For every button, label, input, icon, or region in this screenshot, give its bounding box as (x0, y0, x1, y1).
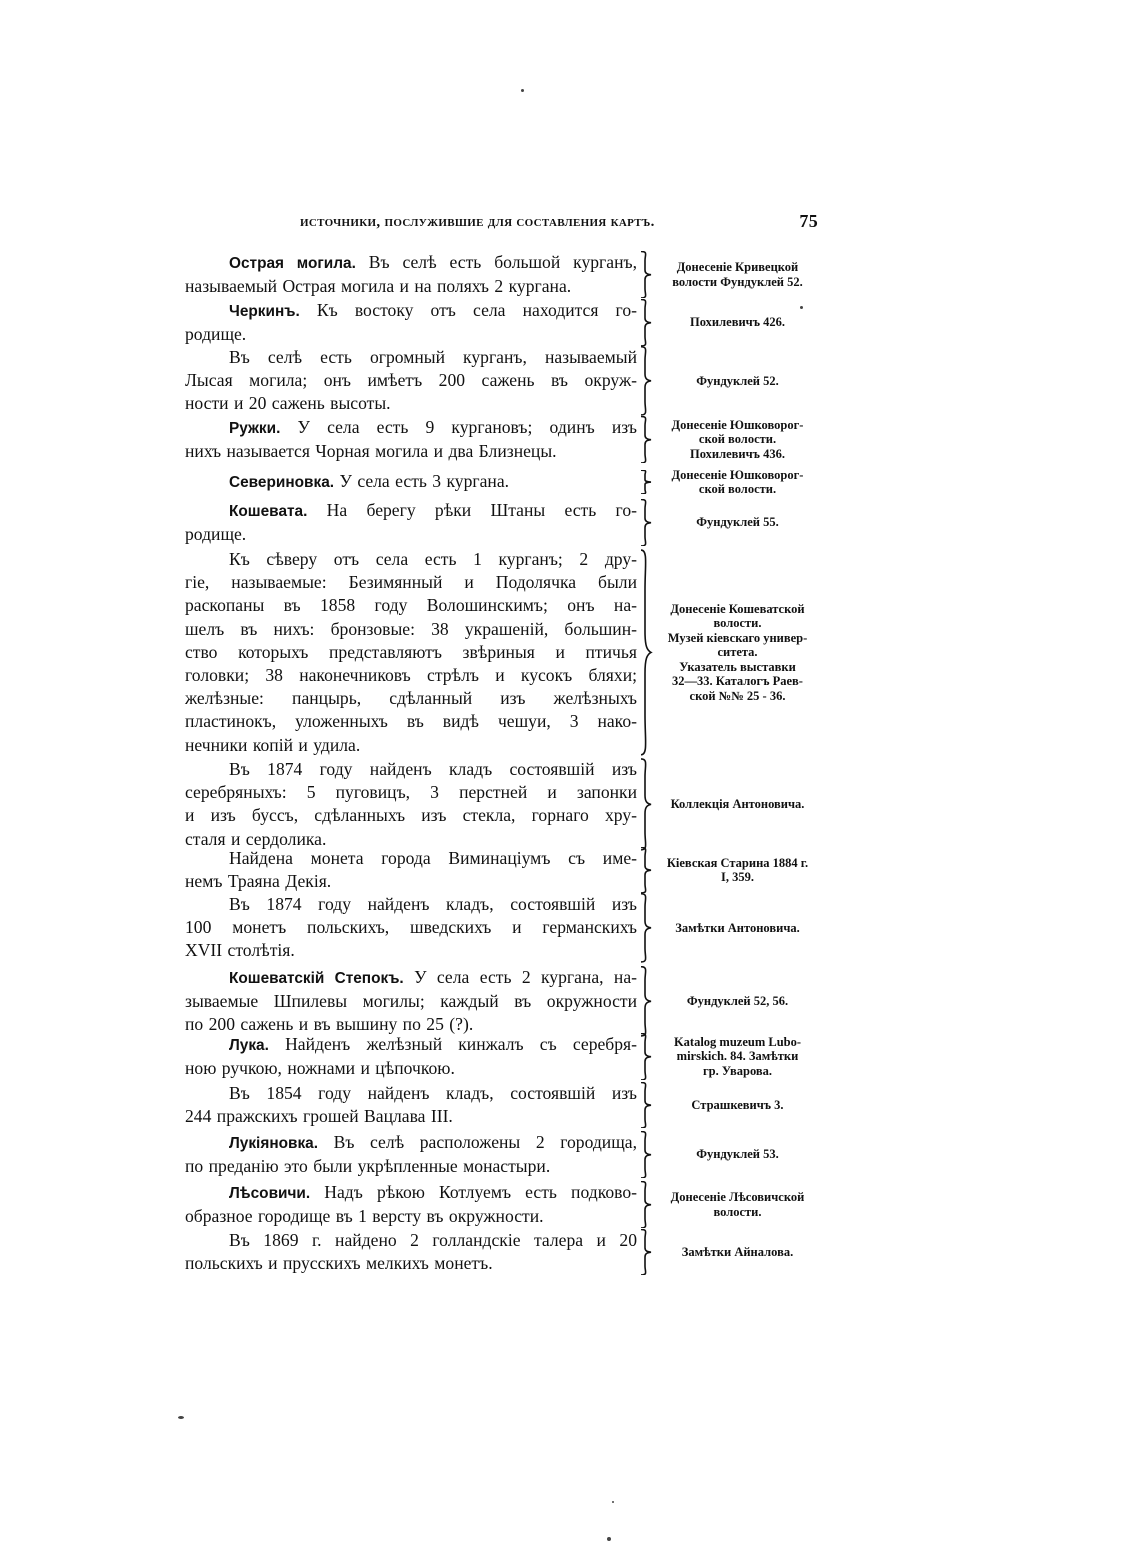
entry (185, 467, 820, 497)
source-reference (655, 1082, 820, 1128)
source-reference (655, 1033, 820, 1080)
source-line: волости Фундуклей 52. (672, 274, 803, 289)
brace-icon (639, 1181, 653, 1228)
text-line: раскопаны въ 1858 году Волошинскимъ; онъ на- (185, 595, 637, 616)
brace-icon (639, 1082, 653, 1128)
text-line: Въ 1869 г. найдено 2 голландскіе талера и 20 (229, 1230, 637, 1250)
brace-icon (639, 1131, 653, 1178)
text-line: образное городище въ 1 версту въ окружности. (185, 1206, 544, 1227)
text-line: головки; 38 наконечниковъ стрѣлъ и кусокъ бляхи; (185, 665, 637, 686)
text-line: Лукіяновка. Въ селѣ расположены 2 городища, (229, 1132, 637, 1152)
text-line: Острая могила. Въ селѣ есть большой курганъ, (229, 252, 637, 272)
source-reference (655, 1131, 820, 1178)
source-reference (655, 893, 820, 963)
brace-icon (639, 847, 653, 893)
source-line: Донесеніе Кривецкой (676, 260, 799, 275)
source-reference (655, 251, 820, 298)
entry (185, 1229, 820, 1275)
place-heading: Кошевата. (229, 503, 308, 520)
text-line: Кошеватскій Степокъ. У села есть 2 кургана, на- (229, 967, 638, 987)
scan-speck (178, 1416, 184, 1419)
text-line: немъ Траяна Декія. (185, 871, 332, 892)
text-line: польскихъ и прусскихъ мелкихъ монетъ. (185, 1253, 493, 1274)
brace-icon (639, 346, 653, 416)
source-line: Коллекція Антоновича. (670, 797, 805, 812)
entry (185, 1082, 820, 1128)
text-line: Въ 1854 году найденъ кладъ, состоявшій изъ (229, 1083, 637, 1103)
source-reference (655, 758, 820, 851)
entry-text (185, 1131, 637, 1178)
text-line: Лука. Найденъ желѣзный кинжалъ съ серебря- (229, 1034, 637, 1054)
entry (185, 346, 820, 416)
entry-text (185, 346, 637, 416)
brace-icon (639, 416, 653, 463)
source-line: Замѣтки Антоновича. (675, 920, 800, 935)
source-line: ской №№ 25 - 36. (689, 688, 786, 703)
text-line: Кошевата. На берегу рѣки Штаны есть го- (229, 500, 637, 520)
brace-icon (639, 470, 653, 494)
place-heading: Лука. (229, 1037, 269, 1054)
source-line: Донесеніе Юшковорог- (671, 417, 804, 432)
source-line: Кіевская Старина 1884 г. (666, 855, 809, 870)
entry-text (185, 1082, 637, 1128)
entry (185, 758, 820, 851)
text-line: родище. (185, 324, 247, 345)
source-line: mirskich. 84. Замѣтки (676, 1049, 799, 1064)
source-reference (655, 499, 820, 546)
entry (185, 893, 820, 963)
source-reference (655, 346, 820, 416)
scan-speck (612, 1501, 614, 1503)
source-reference (655, 1181, 820, 1228)
brace-icon (639, 966, 653, 1037)
place-heading: Севериновка. (229, 474, 335, 491)
place-heading: Лѣсовичи. (229, 1185, 311, 1202)
text-line: зываемые Шпилевы могилы; каждый въ окружности (185, 991, 637, 1012)
source-line: Указатель выставки (679, 659, 796, 674)
entry (185, 251, 820, 298)
source-reference (655, 299, 820, 346)
text-line: XVII столѣтія. (185, 940, 295, 961)
text-line: серебряныхъ: 5 пуговицъ, 3 перстней и запонки (185, 782, 637, 803)
running-header (300, 211, 820, 231)
source-reference (655, 966, 820, 1037)
source-line: Похилевичъ 436. (690, 446, 785, 461)
entry (185, 499, 820, 546)
source-reference (655, 467, 820, 497)
scan-speck (800, 306, 803, 309)
source-line: Фундуклей 55. (696, 515, 779, 530)
brace-icon (639, 251, 653, 298)
entry (185, 1131, 820, 1178)
source-line: Донесеніе Лѣсовичской (670, 1190, 805, 1205)
text-line: гіе, называемые: Безимянный и Подолячка были (185, 572, 637, 593)
entry-text (185, 416, 637, 463)
source-line: Похилевичъ 426. (690, 315, 785, 330)
text-line: Лысая могила; онъ имѣетъ 200 сажень въ окруж- (185, 370, 637, 391)
entry-text (185, 1033, 637, 1080)
entry (185, 966, 820, 1037)
text-line: нихъ называется Чорная могила и два Близнецы. (185, 441, 557, 462)
brace-icon (639, 1229, 653, 1275)
text-line: и изъ буссъ, сдѣланныхъ изъ стекла, горнаго хру- (185, 805, 637, 826)
entry (185, 548, 820, 757)
entry-text (185, 251, 637, 298)
scan-speck (607, 1537, 611, 1541)
brace-icon (639, 299, 653, 346)
source-line: Донесеніе Юшковорог- (671, 467, 804, 482)
text-line: Найдена монета города Виминаціумъ съ име- (229, 848, 637, 868)
entry-text (185, 1229, 637, 1275)
entry-text (185, 1181, 637, 1228)
entry (185, 847, 820, 893)
brace-icon (639, 548, 653, 757)
source-line: Музей кіевскаго универ- (667, 630, 808, 645)
entry-text (185, 470, 637, 494)
brace-icon (639, 893, 653, 963)
text-line: Ружки. У села есть 9 кургановъ; одинъ изъ (229, 417, 637, 437)
entry-text (185, 847, 637, 893)
text-line: желѣзные: панцырь, сдѣланный изъ желѣзныхъ (185, 688, 637, 709)
entry-text (185, 758, 637, 851)
source-line: ской волости. (698, 482, 777, 497)
source-line: Фундуклей 53. (696, 1147, 779, 1162)
text-line: называемый Острая могила и на поляхъ 2 кургана. (185, 276, 572, 297)
text-line: пластинокъ, уложенныхъ въ видѣ чешуи, 3 нако- (185, 711, 637, 732)
text-line: Севериновка. У села есть 3 кургана. (229, 471, 510, 491)
source-line: волости. (713, 616, 762, 631)
source-reference (655, 548, 820, 757)
text-line: ности и 20 сажень высоты. (185, 393, 391, 414)
entry-text (185, 966, 637, 1037)
source-reference (655, 416, 820, 463)
text-line: по 200 сажень и въ вышину по 25 (?). (185, 1014, 474, 1035)
entry (185, 299, 820, 346)
text-line: Въ селѣ есть огромный курганъ, называемый (229, 347, 637, 367)
page-number: 75 (799, 211, 818, 231)
text-line: шелъ въ нихъ: бронзовые: 38 украшеній, большин- (185, 618, 637, 639)
place-heading: Кошеватскій Степокъ. (229, 970, 404, 987)
running-title: источники, послужившие для составления картъ. (300, 214, 655, 230)
source-reference (655, 1229, 820, 1275)
source-line: I, 359. (721, 870, 754, 885)
entry-text (185, 548, 637, 757)
source-line: ситета. (717, 645, 758, 660)
entry-text (185, 499, 637, 546)
source-line: Фундуклей 52, 56. (686, 994, 789, 1009)
place-heading: Черкинъ. (229, 303, 300, 320)
text-line: Лѣсовичи. Надъ рѣкою Котлуемъ есть подково- (229, 1182, 637, 1202)
place-heading: Лукіяновка. (229, 1135, 319, 1152)
entry (185, 416, 820, 463)
text-line: родище. (185, 524, 247, 545)
source-line: Страшкевичъ 3. (691, 1097, 784, 1112)
text-line: по преданію это были укрѣпленные монастыри. (185, 1156, 551, 1177)
source-line: Katalog muzeum Lubo- (673, 1034, 802, 1049)
source-line: ской волости. (698, 432, 777, 447)
text-line: Къ сѣверу отъ села есть 1 курганъ; 2 дру- (229, 549, 637, 569)
source-line: Замѣтки Айналова. (681, 1244, 794, 1259)
text-line: нечники копій и удила. (185, 734, 361, 755)
source-line: Донесеніе Кошеватской (670, 601, 805, 616)
source-line: 32—33. Каталогъ Раев- (672, 674, 803, 689)
place-heading: Острая могила. (229, 255, 356, 272)
source-line: гр. Уварова. (702, 1063, 773, 1078)
text-line: 244 пражскихъ грошей Вацлава III. (185, 1106, 453, 1127)
scan-speck (521, 89, 524, 92)
brace-icon (639, 1033, 653, 1080)
text-line: Въ 1874 году найденъ кладъ состоявшій изъ (229, 759, 637, 779)
text-line: Черкинъ. Къ востоку отъ села находится го- (229, 300, 637, 320)
text-line: Въ 1874 году найденъ кладъ, состоявшій изъ (229, 894, 637, 914)
text-line: 100 монетъ польскихъ, шведскихъ и германскихъ (185, 917, 637, 938)
source-line: волости. (713, 1204, 762, 1219)
brace-icon (639, 499, 653, 546)
entry-text (185, 893, 637, 963)
text-line: ною ручкою, ножнами и цѣпочкою. (185, 1058, 455, 1079)
source-line: Фундуклей 52. (696, 373, 779, 388)
entry-text (185, 299, 637, 346)
text-line: ство которыхъ представляютъ звѣриныя и птичья (185, 641, 637, 662)
entry (185, 1033, 820, 1080)
place-heading: Ружки. (229, 420, 281, 437)
entry (185, 1181, 820, 1228)
text-line: сталя и сердолика. (185, 828, 327, 849)
source-reference (655, 847, 820, 893)
brace-icon (639, 758, 653, 851)
